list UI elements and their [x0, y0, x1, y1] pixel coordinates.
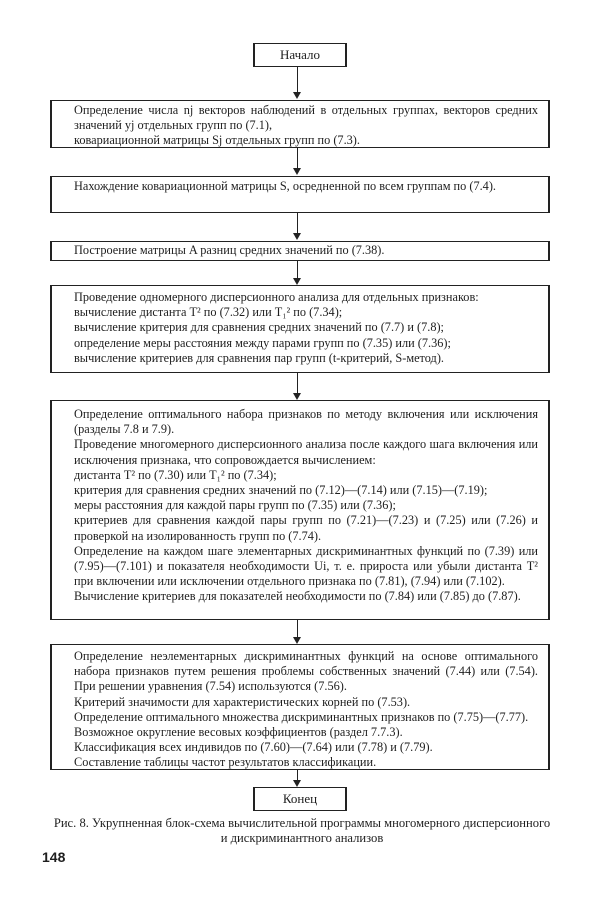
- arrow-down-icon: [293, 780, 301, 787]
- arrow-down-icon: [293, 92, 301, 99]
- block-line: Нахождение ковариационной матрицы S, осредненной по всем группам по (7.4).: [74, 179, 496, 193]
- page-number: 148: [42, 849, 66, 865]
- flow-block-3: [50, 241, 550, 261]
- flow-block-1: [50, 100, 550, 148]
- block-line: Классификация всех индивидов по (7.60)—(7.64) или (7.78) и (7.79).: [74, 740, 433, 755]
- block-line: Построение матрицы A разниц средних значений по (7.38).: [74, 243, 385, 257]
- flow-block-5: [50, 400, 550, 620]
- start-terminal: [253, 43, 347, 67]
- figure-caption: Рис. 8. Укрупненная блок-схема вычислительной программы многомерного дисперсионного и дискриминантного анализов: [53, 816, 551, 845]
- arrow-down-icon: [293, 393, 301, 400]
- block-line: Определение оптимального набора признаков по методу включения или исключения (разделы 7.8 и 7.9).: [74, 407, 538, 437]
- block-line: критериев для сравнения каждой пары групп по (7.21)—(7.23) и (7.25) или (7.26) и проверкой на изолированность групп по (7.74).: [74, 513, 538, 543]
- block-line: вычисление дистанта T² по (7.32) или T₁² по (7.34);: [74, 305, 343, 320]
- block-line: дистанта T² по (7.30) или T₁² по (7.34);: [74, 467, 277, 482]
- block-line: Критерий значимости для характеристических корней по (7.53).: [74, 694, 411, 709]
- block-line: критерия для сравнения средних значений по (7.12)—(7.14) или (7.15)—(7.19);: [74, 483, 488, 498]
- flow-block-4: [50, 285, 550, 373]
- end-label: Конец: [282, 791, 318, 806]
- block-line: Вычисление критериев для показателей необходимости по (7.84) или (7.85) до (7.87).: [74, 589, 521, 604]
- block-line: Проведение одномерного дисперсионного анализа для отдельных признаков:: [74, 290, 479, 304]
- block-line: меры расстояния для каждой пары групп по (7.35) или (7.36);: [74, 498, 396, 513]
- block-line: ковариационной матрицы Sj отдельных групп по (7.3).: [74, 133, 360, 148]
- flow-block-6: [50, 644, 550, 770]
- flow-block-2: [50, 176, 550, 213]
- block-line: Определение неэлементарных дискриминантных функций на основе оптимального набора признаков путем решения проблемы собственных значений (7.44) или (7.54). При решении уравнения (7.54) используются (7.56).: [74, 649, 538, 694]
- arrow-down-icon: [293, 278, 301, 285]
- block-line: Определение на каждом шаге элементарных дискриминантных функций по (7.39) или (7.95)—(7.101) и показателя необходимости Ui, т. е. прироста или убыли дистанта T² при включении или исключении отдельного признака по (7.81), (7.94) или (7.102).: [74, 543, 538, 589]
- arrow-down-icon: [293, 233, 301, 240]
- block-line: вычисление критерия для сравнения средних значений по (7.7) и (7.8);: [74, 320, 444, 335]
- arrow-down-icon: [293, 168, 301, 175]
- block-line: Составление таблицы частот результатов классификации.: [74, 755, 377, 770]
- end-terminal: [253, 787, 347, 811]
- block-line: Проведение многомерного дисперсионного анализа после каждого шага включения или исключения признака, что сопровождается вычислением:: [74, 437, 538, 467]
- start-label: Начало: [279, 47, 321, 62]
- block-line: Возможное округление весовых коэффициентов (раздел 7.7.3).: [74, 725, 403, 740]
- block-line: вычисление критериев для сравнения пар групп (t-критерий, S-метод).: [74, 350, 444, 365]
- connector-line: [297, 67, 298, 95]
- arrow-down-icon: [293, 637, 301, 644]
- block-line: Определение числа nj векторов наблюдений в отдельных группах, векторов средних значений yj отдельных групп по (7.1),: [74, 103, 538, 133]
- block-line: определение меры расстояния между парами групп по (7.35) или (7.36);: [74, 335, 451, 350]
- block-line: Определение оптимального множества дискриминантных признаков по (7.75)—(7.77).: [74, 709, 529, 724]
